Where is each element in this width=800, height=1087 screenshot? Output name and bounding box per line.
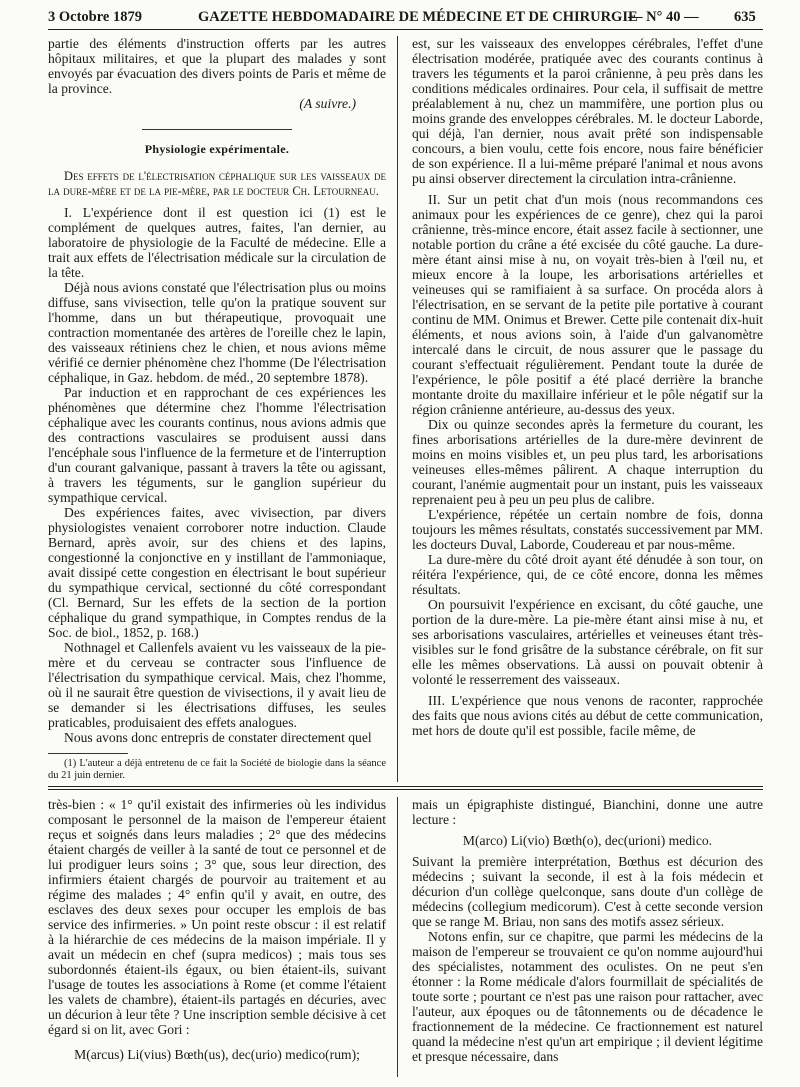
top-right-column [412,36,763,738]
paragraph: Suivant la première interprétation, Bœthus est décurion des médecins ; suivant la seconde, il est à la fois médecin et décurion d'un collège quelconque, sans doute d'un collège de médecins (collegium medicorum). C'est à cette seconde version que se range M. Briau, non sans des motifs assez sérieux. [412,854,763,929]
footnote-rule [48,753,128,754]
paragraph: Nous avons donc entrepris de constater directement quel [64,730,372,745]
paragraph: Dix ou quinze secondes après la fermeture du courant, les fines arborisations artérielles de la dure-mère devinrent de moins en moins visibles et, un peu plus tard, les arborisations veineuses elles-mêmes pâlirent. A chaque interruption du courant, l'anémie augmentait pour un instant, puis les vaisseaux reprenaient peu à peu un peu plus de calibre. [412,417,763,507]
inscription: M(arco) Li(vio) Bœth(o), dec(urioni) medico. [462,833,713,848]
section-title: Physiologie expérimentale. [144,142,290,156]
band-separator-double [48,789,763,790]
header-journal-title: GAZETTE HEBDOMADAIRE DE MÉDECINE ET DE CHIRURGIE [198,9,638,25]
inscription: M(arcus) Li(vius) Bœth(us), dec(urio) medico(rum); [74,1047,360,1062]
paragraph: III. L'expérience que nous venons de raconter, rapprochée des faits que nous avions cités au début de cette communication, met hors de doute qu'il est possible, facile même, de [412,693,763,738]
paragraph: La dure-mère du côté droit ayant été dénudée à son tour, on réitéra l'expérience, qui, de ce côté encore, donna les mêmes résultats. [412,552,763,597]
paragraph: Par induction et en rapprochant de ces expériences les phénomènes que détermine chez l'homme l'électrisation céphalique avec les courants continus, nous avions admis que des contractions vasculaires se produisent aussi dans l'encéphale sous l'influence de la fermeture et de l'interruption d'un courant galvanique, passant à travers la tête ou agissant, à travers les téguments, sur le ganglion supérieur du sympathique cervical. [48,385,386,505]
header-issue-number: — N° 40 — [628,9,699,25]
paragraph: On poursuivit l'expérience en excisant, du côté gauche, une portion de la dure-mère. La pie-mère étant ainsi mise à nu, et ses arborisations vasculaires, artérielles et veineuses étant très-visibles sur le fond grisâtre de la substance cérébrale, on fit sur elle les mêmes observations. Là aussi on pouvait obtenir à volonté le resserrement des vaisseaux. [412,597,763,687]
header-date: 3 Octobre 1879 [48,9,142,25]
header-page-number: 635 [734,9,756,25]
paragraph: Déjà nous avions constaté que l'électrisation plus ou moins diffuse, sans vivisection, telle qu'on la pratique souvent sur l'homme, dans un but thérapeutique, provoquait une contraction momentanée des artères de l'oreille chez le lapin, des vaisseaux rétiniens chez le chien, et nous avions même vérifié ce dernier phénomène chez l'homme (De l'électrisation céphalique, in Gaz. hebdom. de méd., 20 septembre 1878). [48,280,386,385]
bottom-left-column [48,797,386,1062]
paragraph: I. L'expérience dont il est question ici (1) est le complément de quelques autres, faites, l'an dernier, au laboratoire de physiologie de la Faculté de médecine. Elle a trait aux effets de l'électrisation médicale sur la circulation de la tête. [48,205,386,280]
footnote: (1) L'auteur a déjà entretenu de ce fait la Société de biologie dans la séance du 21 juin dernier. [48,758,386,781]
continued-paragraph: partie des éléments d'instruction offerts par les autres hôpitaux militaires, et que la plupart des malades y sont envoyés par évacuation des divers points de Paris et même de la province. [48,36,386,96]
paragraph: est, sur les vaisseaux des enveloppes cérébrales, l'effet d'une électrisation modérée, pratiquée avec des courants continus à travers les téguments et la paroi crânienne, à peu près dans les conditions médicales ordinaires. Pour cela, il suffisait de mettre préalablement à nu, chez un mammifère, une portion plus ou moins grande des enveloppes cérébrales. M. le docteur Laborde, qui déjà, l'an dernier, nous avait prêté son indispensable concours, a bien voulu, cette fois encore, nous faire bénéficier de son expérience. Il a lui-même préparé l'animal et nous avons pu ainsi observer directement la circulation intra-crânienne. [412,36,763,186]
article-title: Des effets de l'électrisation céphalique sur les vaisseaux de la dure-mère et de la pie-mère, par le docteur Ch. Letourneau. [48,169,386,198]
paragraph: II. Sur un petit chat d'un mois (nous recommandons ces animaux pour les expériences de ce genre), chez qui la paroi crânienne, très-mince encore, était assez facile à sectionner, une notable portion du crâne a été excisée du côté gauche. La dure-mère étant ainsi mise à nu, on voyait très-bien à l'œil nu, et mieux encore à la loupe, les arborisations artérielles et veineuses qui se ramifiaient à sa surface. On procéda alors à l'électrisation, en se servant de la petite pile portative à courant continu de MM. Onimus et Brewer. Cette pile contenait dix-huit éléments, et nous avions soin, à l'aide d'un galvanomètre intercalé dans le circuit, de nous assurer que le passage du courant s'effectuait régulièrement. Pendant toute la durée de l'expérience, le pôle positif a été placé derrière la branche montante droite du maxillaire inférieur et le pôle négatif sur la région crânienne antérieure, au-dessus des yeux. [412,192,763,417]
bottom-right-column [412,797,763,1064]
top-left-column [48,36,386,781]
paragraph: Nothnagel et Callenfels avaient vu les vaisseaux de la pie-mère et du cerveau se contracter sous l'influence de l'électrisation du sympathique cervical. Mais, chez l'homme, où il ne saurait être question de vivisections, il y avait lieu de se demander si les électrisations diffuses, les seules praticables, produisaient des effets analogues. [48,640,386,730]
to-be-continued: (A suivre.) [299,96,356,111]
band-separator [48,786,763,787]
paragraph: très-bien : « 1° qu'il existait des infirmeries où les individus composant le personnel de la maison de l'empereur étaient reçus et soignés dans leurs maladies ; 2° que des médecins étaient chargés de veiller à la santé de tout ce personnel et de lui prodiguer leurs soins ; 3° que, sous leur direction, des infirmiers étaient chargés de pourvoir au traitement et au régime des malades ; 4° enfin qu'il y avait, en outre, des esclaves des deux sexes pour occuper les emplois de bas service des infirmeries. » Un point reste obscur : il est relatif à la hiérarchie de ces médecins de la maison impériale. Il y avait un médecin en chef (supra medicos) ; mais tous ses subordonnés étaient-ils égaux, ou bien étaient-ils, suivant l'usage de toutes les associations à Rome (et comme l'étaient les valets de chambre), étaient-ils partagés en décuries, avec un décurion à leur tête ? Une inscription semble décisive à cet égard si on lit, avec Gori : [48,797,386,1037]
paragraph: mais un épigraphiste distingué, Bianchini, donne une autre lecture : [412,797,763,827]
paragraph: Des expériences faites, avec vivisection, par divers physiologistes venaient corroborer notre induction. Claude Bernard, après avoir, sur des chiens et des lapins, congestionné la conjonctive en y instillant de l'ammoniaque, avait dissipé cette congestion en électrisant le bout supérieur du sympathique cervical, sectionné du côté correspondant (Cl. Bernard, Sur les effets de la section de la portion céphalique du grand sympathique, in Comptes rendus de la Soc. de biol., 1852, p. 168.) [48,505,386,640]
column-rule-bottom [397,797,398,1077]
page-header [48,7,763,27]
paragraph: L'expérience, répétée un certain nombre de fois, donna toujours les mêmes résultats, constatés successivement par MM. les docteurs Duval, Laborde, Coudereau et par nous-même. [412,507,763,552]
header-rule [48,29,763,30]
column-rule-top [397,36,398,782]
paragraph: Notons enfin, sur ce chapitre, que parmi les médecins de la maison de l'empereur se trouvaient ce qu'on nomme aujourd'hui des spécialistes, notamment des oculistes. On ne peut s'en étonner : la Rome médicale d'alors fourmillait de spécialités de toute sorte ; pourtant ce n'est pas une raison pour rattacher, avec l'auteur, aux époques ou de tâtonnements ou de décadence le fractionnement de la médecine. Ce fractionnement est naturel quand la médecine n'est qu'un art empirique ; il devient légitime et presque nécessaire, dans [412,929,763,1064]
